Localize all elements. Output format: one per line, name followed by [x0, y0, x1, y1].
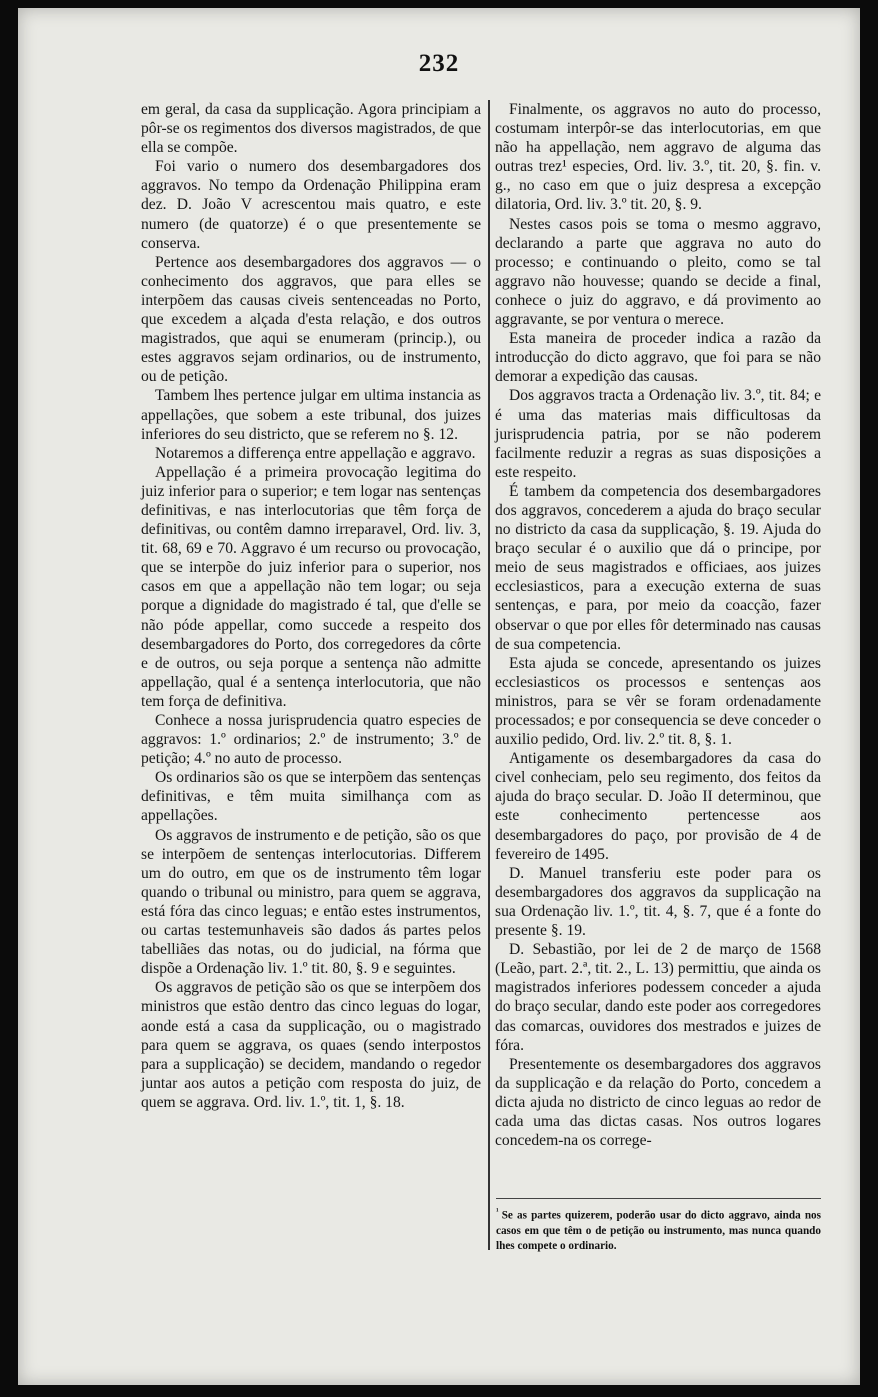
paragraph: Tambem lhes pertence julgar em ultima instancia as appellações, que sobem a este tribunal, dos juizes inferiores do seu districto, que se referem no §. 12. — [141, 387, 481, 443]
column-divider — [488, 100, 490, 1250]
paragraph: D. Sebastião, por lei de 2 de março de 1568 (Leão, part. 2.ª, tit. 2., L. 13) permittiu, que ainda os magistrados inferiores podessem conceder a ajuda do braço secular, dando este poder aos corregedores das comarcas, ouvidores dos mestrados e juizes de fóra. — [495, 941, 821, 1054]
paragraph: Finalmente, os aggravos no auto do processo, costumam interpôr-se das interlocutorias, em que não ha appellação, nem aggravo de alguma das outras trez¹ especies, Ord. liv. 3.º, tit. 20, §. fin. v. g., no caso em que o juiz despresa a excepção dilatoria, Ord. liv. 3.º tit. 20, §. 9. — [495, 101, 821, 214]
paragraph: em geral, da casa da supplicação. Agora principiam a pôr-se os regimentos dos diversos magistrados, de que ella se compõe. — [141, 101, 481, 157]
paragraph: Pertence aos desembargadores dos aggravos — o conhecimento dos aggravos, que para elles se interpõem das causas civeis sentenceadas no Porto, que excedem a alçada d'esta relação, e dos outros magistrados, que aqui se enumeram (princip.), ou estes aggravos sejam ordinarios, ou de instrumento, ou de petição. — [141, 253, 481, 386]
paragraph: Presentemente os desembargadores dos aggravos da supplicação e da relação do Porto, concedem a dicta ajuda no districto de cinco leguas ao redor de cada uma das dictas casas. Nos outros logares concedem-na os correge- — [495, 1055, 821, 1150]
paragraph: Esta maneira de proceder indica a razão da introducção do dicto aggravo, que foi para se não demorar a expedição das causas. — [495, 330, 821, 386]
paragraph: Nestes casos pois se toma o mesmo aggravo, declarando a parte que aggrava no auto do processo; e continuando o pleito, como se tal aggravo não houvesse; quando se decide a final, conhece o juiz do aggravo, e dá provimento ao aggravante, se por ventura o merece. — [495, 215, 821, 329]
right-column — [495, 100, 821, 1150]
paragraph: Notaremos a differença entre appellação e aggravo. — [155, 444, 476, 462]
paragraph: Os aggravos de instrumento e de petição, são os que se interpõem de sentenças interlocutorias. Differem um do outro, em que os de instrumento têm logar quando o tribunal ou ministro, para quem se aggrava, está fóra das cinco leguas; e então estes instrumentos, ou cartas testemunhaveis são dados ás partes pelos tabelliães das notas, ou do judicial, na fórma que dispõe a Ordenação liv. 1.º tit. 80, §. 9 e seguintes. — [141, 826, 481, 978]
paragraph: Appellação é a primeira provocação legitima do juiz inferior para o superior; e tem logar nas sentenças definitivas, e nas interlocutorias que têm força de definitivas, ou contêm damno irreparavel, Ord. liv. 3, tit. 68, 69 e 70. Aggravo é um recurso ou provocação, que se interpõe do juiz inferior para o superior, nos casos em que a appellação não tem logar; ou seja porque a dignidade do magistrado é tal, que d'elle se não póde appellar, como succede a respeito dos desembargadores do Porto, dos corregedores da côrte e de outros, ou seja porque a sentença não admitte appellação, qual é a sentença interlocutoria, que não tem força de definitiva. — [141, 463, 481, 710]
footnote — [496, 1204, 821, 1254]
paragraph: D. Manuel transferiu este poder para os desembargadores dos aggravos da supplicação na sua Ordenação liv. 1.º, tit. 4, §. 7, que é a fonte do presente §. 19. — [495, 864, 821, 940]
paragraph: Os ordinarios são os que se interpõem das sentenças definitivas, e têm muita similhança com as appellações. — [141, 769, 481, 825]
paragraph: Esta ajuda se concede, apresentando os juizes ecclesiasticos os processos e sentenças aos ministros, para se vêr se foram ordenadamente processados; e por consequencia se deve conceder o auxilio pedido, Ord. liv. 2.º tit. 8, §. 1. — [495, 654, 821, 749]
paragraph: Antigamente os desembargadores da casa do civel conheciam, pelo seu regimento, dos feitos da ajuda do braço secular. D. João II determinou, que este conhecimento pertencesse aos desembargadores do paço, por provisão de 4 de fevereiro de 1495. — [495, 750, 821, 863]
left-column — [141, 100, 481, 1112]
paragraph: Dos aggravos tracta a Ordenação liv. 3.º, tit. 84; e é uma das materias mais difficultosas da jurisprudencia patria, por se não poderem facilmente reduzir a regras as suas disposições a este respeito. — [495, 387, 821, 481]
paragraph: Os aggravos de petição são os que se interpõem dos ministros que estão dentro das cinco leguas do logar, aonde está a casa da supplicação, ou o magistrado para quem se aggrava, os quaes (sendo interpostos para a supplicação) se decidem, mandando o regedor juntar aos autos a petição com resposta do juiz, de quem se aggrava. Ord. liv. 1.º, tit. 1, §. 18. — [141, 979, 481, 1111]
footnote-text: Se as partes quizerem, poderão usar do dicto aggravo, ainda nos casos em que têm o de petição ou instrumento, mas nunca quando lhes compete o ordinario. — [496, 1209, 821, 1252]
page-number: 232 — [418, 50, 460, 77]
page-sheet — [18, 8, 860, 1385]
paragraph: Conhece a nossa jurisprudencia quatro especies de aggravos: 1.º ordinarios; 2.º de instrumento; 3.º de petição; 4.º no auto de processo. — [141, 712, 481, 768]
footnote-rule — [496, 1198, 821, 1199]
paragraph: Foi vario o numero dos desembargadores dos aggravos. No tempo da Ordenação Philippina eram dez. D. João V acrescentou mais quatro, e este numero (de quatorze) é o que presentemente se conserva. — [141, 158, 481, 252]
paragraph: É tambem da competencia dos desembargadores dos aggravos, concederem a ajuda do braço secular no districto da casa da supplicação, §. 19. Ajuda do braço secular é o auxilio que dá o principe, por meio de seus magistrados e officiaes, aos juizes ecclesiasticos, para a execução externa de suas sentenças, e para, por meio da coacção, fazer observar o que por elles fôr determinado nas causas de sua competencia. — [495, 482, 821, 653]
footnote-mark: ¹ — [496, 1206, 499, 1216]
